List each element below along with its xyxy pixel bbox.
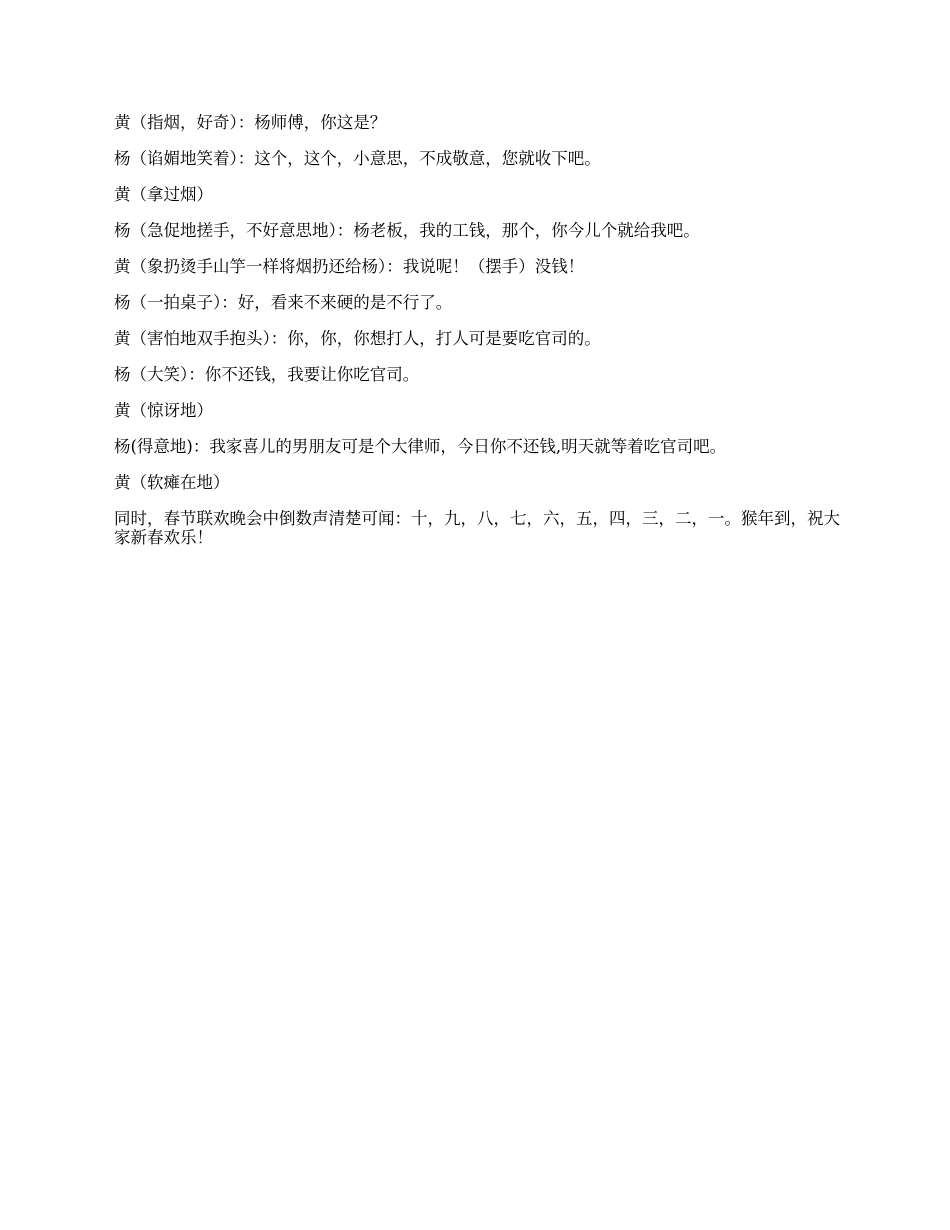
dialogue-line: 黄（拿过烟） bbox=[114, 185, 213, 204]
dialogue-line: 黄（指烟，好奇）：杨师傅，你这是？ bbox=[114, 113, 387, 132]
document-body bbox=[114, 109, 840, 547]
closing-paragraph: 同时，春节联欢晚会中倒数声清楚可闻：十，九，八，七，六，五，四，三，二，一。猴年到，祝大家新春欢乐！ bbox=[114, 509, 840, 547]
dialogue-line: 黄（象扔烫手山竽一样将烟扔还给杨）：我说呢！（摆手）没钱！ bbox=[114, 257, 585, 276]
dialogue-line: 杨（急促地搓手，不好意思地）：杨老板，我的工钱，那个，你今儿个就给我吧。 bbox=[114, 221, 700, 240]
dialogue-line: 杨（大笑）：你不还钱，我要让你吃官司。 bbox=[114, 365, 420, 384]
dialogue-line: 杨（一拍桌子）：好，看来不来硬的是不行了。 bbox=[114, 293, 453, 312]
dialogue-line: 杨(得意地)：我家喜儿的男朋友可是个大律师，今日你不还钱,明天就等着吃官司吧。 bbox=[114, 437, 727, 456]
dialogue-line: 黄（害怕地双手抱头）：你，你，你想打人，打人可是要吃官司的。 bbox=[114, 329, 601, 348]
dialogue-line: 黄（软瘫在地） bbox=[114, 473, 230, 492]
dialogue-line: 杨（谄媚地笑着）：这个，这个，小意思，不成敬意，您就收下吧。 bbox=[114, 149, 601, 168]
dialogue-line: 黄（惊讶地） bbox=[114, 401, 213, 420]
